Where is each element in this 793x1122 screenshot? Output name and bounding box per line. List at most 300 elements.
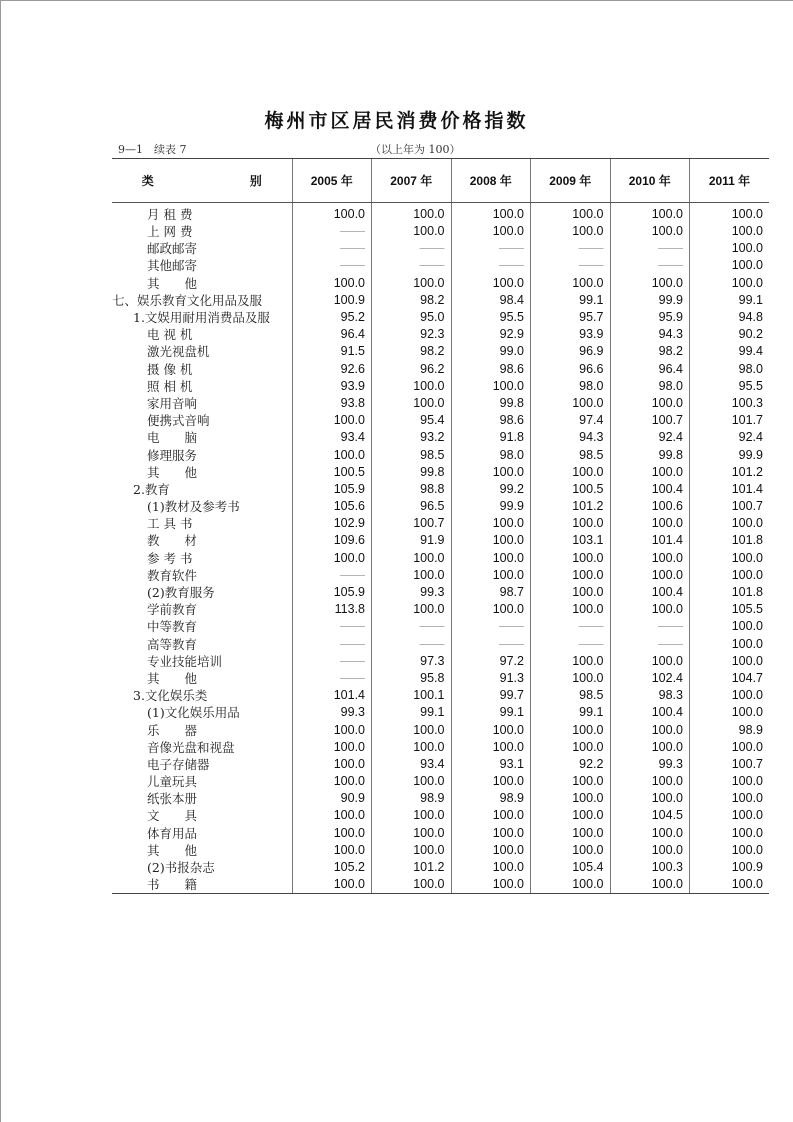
row-value: 100.0 — [690, 807, 770, 824]
row-value: 100.5 — [292, 464, 372, 481]
table-row — [112, 378, 769, 395]
row-value: 98.0 — [451, 446, 531, 463]
row-value: 100.0 — [372, 842, 452, 859]
row-value: 100.0 — [372, 773, 452, 790]
row-value: 95.2 — [292, 309, 372, 326]
row-value: 100.0 — [531, 601, 611, 618]
row-value: 99.8 — [451, 395, 531, 412]
row-value: 113.8 — [292, 601, 372, 618]
row-value: 100.0 — [610, 739, 690, 756]
row-value: 100.0 — [610, 876, 690, 894]
row-category: 便携式音响 — [147, 413, 210, 429]
row-value: —— — [531, 618, 611, 635]
row-value: 100.0 — [690, 790, 770, 807]
row-value: 100.0 — [372, 876, 452, 894]
row-value: 101.2 — [372, 859, 452, 876]
row-value: 94.3 — [531, 429, 611, 446]
table-body — [112, 203, 769, 894]
table-row — [112, 240, 769, 257]
row-value: 99.4 — [690, 343, 770, 360]
row-category: 其 他 — [147, 464, 198, 480]
row-value: —— — [292, 636, 372, 653]
row-value: 100.7 — [372, 515, 452, 532]
row-value: 98.6 — [451, 412, 531, 429]
row-value: 100.0 — [372, 223, 452, 240]
row-value: 99.3 — [610, 756, 690, 773]
row-value: 98.8 — [372, 481, 452, 498]
row-value: 92.4 — [610, 429, 690, 446]
row-value: 91.5 — [292, 343, 372, 360]
row-value: 104.7 — [690, 670, 770, 687]
table-row — [112, 567, 769, 584]
row-value: 98.3 — [610, 687, 690, 704]
row-value: 99.1 — [690, 292, 770, 309]
row-category: 2.教育 — [133, 481, 170, 497]
row-value: 100.0 — [531, 223, 611, 240]
row-value: 100.1 — [372, 687, 452, 704]
row-value: 100.0 — [372, 739, 452, 756]
row-value: 109.6 — [292, 532, 372, 549]
row-value: 95.9 — [610, 309, 690, 326]
row-value: 99.2 — [451, 481, 531, 498]
row-value: 93.4 — [292, 429, 372, 446]
row-value: —— — [372, 636, 452, 653]
row-category: 修理服务 — [147, 447, 198, 463]
table-row — [112, 601, 769, 618]
base-year-note: （以上年为 100） — [370, 143, 461, 156]
row-value: 95.8 — [372, 670, 452, 687]
row-value: 100.0 — [690, 240, 770, 257]
row-value: 92.3 — [372, 326, 452, 343]
row-value: 105.9 — [292, 481, 372, 498]
row-value: —— — [372, 257, 452, 274]
row-value: 100.0 — [690, 275, 770, 292]
table-row — [112, 687, 769, 704]
row-value: 100.0 — [292, 446, 372, 463]
table-row — [112, 532, 769, 549]
row-value: 100.3 — [610, 859, 690, 876]
header-year: 2009 年 — [531, 159, 611, 203]
row-category: 电 脑 — [147, 430, 198, 446]
table-row — [112, 515, 769, 532]
table-row — [112, 257, 769, 274]
table-row — [112, 361, 769, 378]
row-value: 100.0 — [531, 739, 611, 756]
row-value: 100.0 — [690, 876, 770, 894]
row-value: 100.5 — [531, 481, 611, 498]
row-category: 纸张本册 — [147, 791, 198, 807]
row-value: 100.0 — [610, 275, 690, 292]
row-value: 100.0 — [690, 687, 770, 704]
row-value: 100.0 — [451, 550, 531, 567]
row-category: 乐 器 — [147, 722, 198, 738]
row-value: 100.0 — [610, 203, 690, 224]
row-value: 100.0 — [372, 601, 452, 618]
row-value: 104.5 — [610, 807, 690, 824]
row-value: 100.0 — [372, 378, 452, 395]
row-value: 96.5 — [372, 498, 452, 515]
table-row — [112, 704, 769, 721]
row-value: 101.8 — [690, 584, 770, 601]
row-category: 照 相 机 — [147, 378, 193, 394]
row-value: —— — [531, 257, 611, 274]
row-value: 100.0 — [451, 223, 531, 240]
row-value: 94.8 — [690, 309, 770, 326]
table-row — [112, 223, 769, 240]
row-category: 七、娱乐教育文化用品及服 — [112, 292, 263, 308]
row-value: 103.1 — [531, 532, 611, 549]
row-category: 体育用品 — [147, 825, 198, 841]
row-value: 100.7 — [610, 412, 690, 429]
row-value: 105.2 — [292, 859, 372, 876]
row-value: 98.9 — [451, 790, 531, 807]
row-value: 100.0 — [292, 203, 372, 224]
row-value: —— — [451, 240, 531, 257]
table-row — [112, 292, 769, 309]
row-value: 99.3 — [372, 584, 452, 601]
row-value: 100.0 — [610, 464, 690, 481]
row-value: 100.0 — [451, 378, 531, 395]
row-value: 100.4 — [610, 481, 690, 498]
row-value: 100.0 — [690, 842, 770, 859]
row-value: 100.0 — [690, 653, 770, 670]
row-value: 100.0 — [531, 721, 611, 738]
header-year: 2005 年 — [292, 159, 372, 203]
row-value: 98.5 — [531, 446, 611, 463]
row-value: 100.0 — [451, 601, 531, 618]
row-value: 101.4 — [292, 687, 372, 704]
row-value: 97.3 — [372, 653, 452, 670]
row-category: 中等教育 — [147, 619, 198, 635]
row-value: —— — [531, 240, 611, 257]
row-value: 101.4 — [690, 481, 770, 498]
row-value: 100.4 — [610, 704, 690, 721]
row-value: 100.0 — [451, 464, 531, 481]
row-value: 102.4 — [610, 670, 690, 687]
row-category: 教 材 — [147, 533, 198, 549]
header-category: 类 别 — [112, 159, 292, 203]
row-value: 100.9 — [690, 859, 770, 876]
row-value: 95.5 — [690, 378, 770, 395]
row-category: 学前教育 — [147, 602, 198, 618]
table-row — [112, 790, 769, 807]
row-value: 100.0 — [610, 721, 690, 738]
row-value: 100.0 — [451, 275, 531, 292]
row-value: 100.0 — [531, 825, 611, 842]
row-value: 100.0 — [531, 876, 611, 894]
row-value: 99.8 — [610, 446, 690, 463]
row-value: 100.0 — [292, 739, 372, 756]
row-value: 92.2 — [531, 756, 611, 773]
table-row — [112, 412, 769, 429]
row-value: 100.0 — [531, 550, 611, 567]
row-value: —— — [292, 618, 372, 635]
row-value: 100.0 — [610, 825, 690, 842]
row-category: 儿童玩具 — [147, 774, 198, 790]
row-value: —— — [292, 670, 372, 687]
row-category: 其 他 — [147, 842, 198, 858]
row-value: 100.0 — [292, 721, 372, 738]
row-category: 其 他 — [147, 670, 198, 686]
row-value: 100.0 — [531, 464, 611, 481]
row-value: 99.1 — [451, 704, 531, 721]
table-row — [112, 309, 769, 326]
header-year: 2011 年 — [690, 159, 770, 203]
row-value: 100.0 — [610, 223, 690, 240]
row-value: 98.9 — [372, 790, 452, 807]
row-value: 100.0 — [610, 842, 690, 859]
row-value: 95.4 — [372, 412, 452, 429]
row-value: 96.2 — [372, 361, 452, 378]
row-value: 100.0 — [531, 203, 611, 224]
row-value: 99.9 — [451, 498, 531, 515]
row-value: 100.4 — [610, 584, 690, 601]
row-value: —— — [610, 618, 690, 635]
row-value: 100.0 — [610, 790, 690, 807]
row-value: 94.3 — [610, 326, 690, 343]
row-value: 100.0 — [451, 203, 531, 224]
row-category: 书 籍 — [112, 876, 292, 894]
row-value: 100.0 — [690, 618, 770, 635]
table-row — [112, 876, 769, 894]
row-value: 99.8 — [372, 464, 452, 481]
row-value: 100.0 — [372, 550, 452, 567]
row-value: 100.0 — [531, 807, 611, 824]
table-row — [112, 825, 769, 842]
row-value: 100.0 — [690, 567, 770, 584]
row-value: 98.0 — [531, 378, 611, 395]
row-value: 100.0 — [451, 515, 531, 532]
row-value: 100.6 — [610, 498, 690, 515]
row-value: 100.0 — [531, 842, 611, 859]
row-category: 参 考 书 — [147, 550, 193, 566]
row-category: 邮政邮寄 — [147, 241, 198, 257]
row-value: 98.5 — [531, 687, 611, 704]
row-value: 100.0 — [292, 550, 372, 567]
row-value: 100.0 — [292, 825, 372, 842]
row-category: 其他邮寄 — [147, 258, 198, 274]
row-value: 100.0 — [690, 773, 770, 790]
row-category: 电子存储器 — [147, 756, 210, 772]
row-category: 其 他 — [147, 275, 198, 291]
row-value: 100.0 — [451, 567, 531, 584]
row-value: 99.9 — [610, 292, 690, 309]
row-value: 97.2 — [451, 653, 531, 670]
table-row — [112, 429, 769, 446]
price-index-table — [112, 158, 769, 894]
row-value: 100.0 — [451, 842, 531, 859]
row-value: 100.0 — [372, 275, 452, 292]
row-value: 102.9 — [292, 515, 372, 532]
row-value: 98.6 — [451, 361, 531, 378]
row-value: 93.8 — [292, 395, 372, 412]
row-value: 100.0 — [451, 773, 531, 790]
row-value: 97.4 — [531, 412, 611, 429]
table-row — [112, 859, 769, 876]
row-value: 100.0 — [451, 807, 531, 824]
table-row — [112, 842, 769, 859]
row-value: 100.0 — [531, 567, 611, 584]
row-value: 100.0 — [690, 825, 770, 842]
row-category: 高等教育 — [147, 636, 198, 652]
row-value: 96.6 — [531, 361, 611, 378]
row-value: 100.0 — [531, 773, 611, 790]
row-category: 电 视 机 — [147, 327, 193, 343]
row-value: 98.7 — [451, 584, 531, 601]
table-row — [112, 773, 769, 790]
row-value: 100.0 — [292, 876, 372, 894]
row-value: 90.9 — [292, 790, 372, 807]
row-category: 激光视盘机 — [147, 344, 210, 360]
row-value: 91.9 — [372, 532, 452, 549]
row-value: —— — [292, 257, 372, 274]
table-row — [112, 395, 769, 412]
row-value: —— — [531, 636, 611, 653]
row-value: 100.0 — [531, 653, 611, 670]
row-category: (2)教育服务 — [147, 585, 215, 601]
table-row — [112, 739, 769, 756]
row-value: 98.0 — [690, 361, 770, 378]
row-value: 100.0 — [610, 515, 690, 532]
row-category: (2)书报杂志 — [147, 860, 215, 876]
row-value: 98.2 — [372, 343, 452, 360]
row-value: 101.7 — [690, 412, 770, 429]
row-value: 99.7 — [451, 687, 531, 704]
row-value: —— — [451, 618, 531, 635]
row-value: —— — [451, 257, 531, 274]
row-value: 95.0 — [372, 309, 452, 326]
row-category: 1.文娱用耐用消费品及服 — [133, 310, 270, 326]
row-value: 96.9 — [531, 343, 611, 360]
row-category: 家用音响 — [147, 395, 198, 411]
row-value: 100.0 — [531, 584, 611, 601]
row-value: 100.0 — [690, 515, 770, 532]
table-row — [112, 584, 769, 601]
row-value: —— — [372, 240, 452, 257]
row-value: 99.1 — [372, 704, 452, 721]
row-value: 93.9 — [292, 378, 372, 395]
row-value: 100.0 — [690, 704, 770, 721]
table-row — [112, 807, 769, 824]
row-value: 101.8 — [690, 532, 770, 549]
row-category: (1)文化娱乐用品 — [147, 705, 240, 721]
row-value: 98.4 — [451, 292, 531, 309]
row-category: 专业技能培训 — [147, 653, 223, 669]
row-category: 月 租 费 — [147, 207, 193, 222]
row-value: 98.9 — [690, 721, 770, 738]
row-value: 100.0 — [451, 721, 531, 738]
row-value: 100.0 — [690, 223, 770, 240]
row-category: 教育软件 — [147, 567, 198, 583]
row-value: 100.0 — [610, 395, 690, 412]
row-value: 100.0 — [451, 825, 531, 842]
row-value: 93.1 — [451, 756, 531, 773]
row-value: 100.0 — [690, 636, 770, 653]
row-value: 100.0 — [531, 670, 611, 687]
row-value: 100.0 — [292, 756, 372, 773]
table-row — [112, 550, 769, 567]
row-value: —— — [372, 618, 452, 635]
row-value: 99.9 — [690, 446, 770, 463]
row-value: 91.8 — [451, 429, 531, 446]
row-value: —— — [292, 567, 372, 584]
row-category: (1)教材及参考书 — [147, 499, 240, 515]
table-row — [112, 326, 769, 343]
row-value: 100.0 — [372, 567, 452, 584]
row-value: 99.0 — [451, 343, 531, 360]
row-value: 100.0 — [610, 653, 690, 670]
row-value: —— — [292, 653, 372, 670]
row-value: 100.0 — [372, 721, 452, 738]
row-value: 100.0 — [372, 807, 452, 824]
row-value: 90.2 — [690, 326, 770, 343]
table-row — [112, 670, 769, 687]
row-value: 92.9 — [451, 326, 531, 343]
row-value: 100.0 — [292, 412, 372, 429]
row-value: 93.4 — [372, 756, 452, 773]
row-value: —— — [292, 240, 372, 257]
row-value: 100.0 — [531, 275, 611, 292]
row-value: 100.0 — [690, 739, 770, 756]
row-value: 100.0 — [292, 842, 372, 859]
row-value: —— — [610, 636, 690, 653]
row-value: 100.0 — [372, 825, 452, 842]
row-value: —— — [610, 257, 690, 274]
row-value: 100.0 — [531, 790, 611, 807]
table-row — [112, 343, 769, 360]
row-value: 100.0 — [372, 203, 452, 224]
table-row — [112, 481, 769, 498]
row-category: 上 网 费 — [147, 224, 193, 240]
row-value: 100.0 — [451, 532, 531, 549]
row-value: 105.9 — [292, 584, 372, 601]
row-value: 98.0 — [610, 378, 690, 395]
row-value: 100.0 — [451, 876, 531, 894]
row-value: 100.0 — [610, 550, 690, 567]
row-value: 99.1 — [531, 292, 611, 309]
row-value: 101.4 — [610, 532, 690, 549]
table-id: 9—1 续表 7 — [118, 143, 187, 156]
document-title: 梅州市区居民消费价格指数 — [264, 110, 529, 132]
table-row — [112, 275, 769, 292]
table-row — [112, 636, 769, 653]
row-value: 100.0 — [610, 773, 690, 790]
row-category: 工 具 书 — [147, 516, 193, 532]
row-value: 96.4 — [292, 326, 372, 343]
row-value: 105.5 — [690, 601, 770, 618]
table-row — [112, 756, 769, 773]
row-value: 99.1 — [531, 704, 611, 721]
row-value: 105.6 — [292, 498, 372, 515]
table-row — [112, 464, 769, 481]
row-value: 100.0 — [451, 859, 531, 876]
table-row — [112, 721, 769, 738]
row-value: 92.6 — [292, 361, 372, 378]
row-value: 100.0 — [451, 739, 531, 756]
row-value: 93.9 — [531, 326, 611, 343]
header-year: 2010 年 — [610, 159, 690, 203]
table-row — [112, 618, 769, 635]
row-value: 98.2 — [372, 292, 452, 309]
row-value: 100.0 — [690, 550, 770, 567]
table-row — [112, 203, 769, 224]
row-value: 100.0 — [531, 395, 611, 412]
row-value: 101.2 — [531, 498, 611, 515]
row-value: —— — [292, 223, 372, 240]
table-row — [112, 446, 769, 463]
row-category: 3.文化娱乐类 — [133, 688, 208, 704]
row-value: 100.0 — [610, 567, 690, 584]
